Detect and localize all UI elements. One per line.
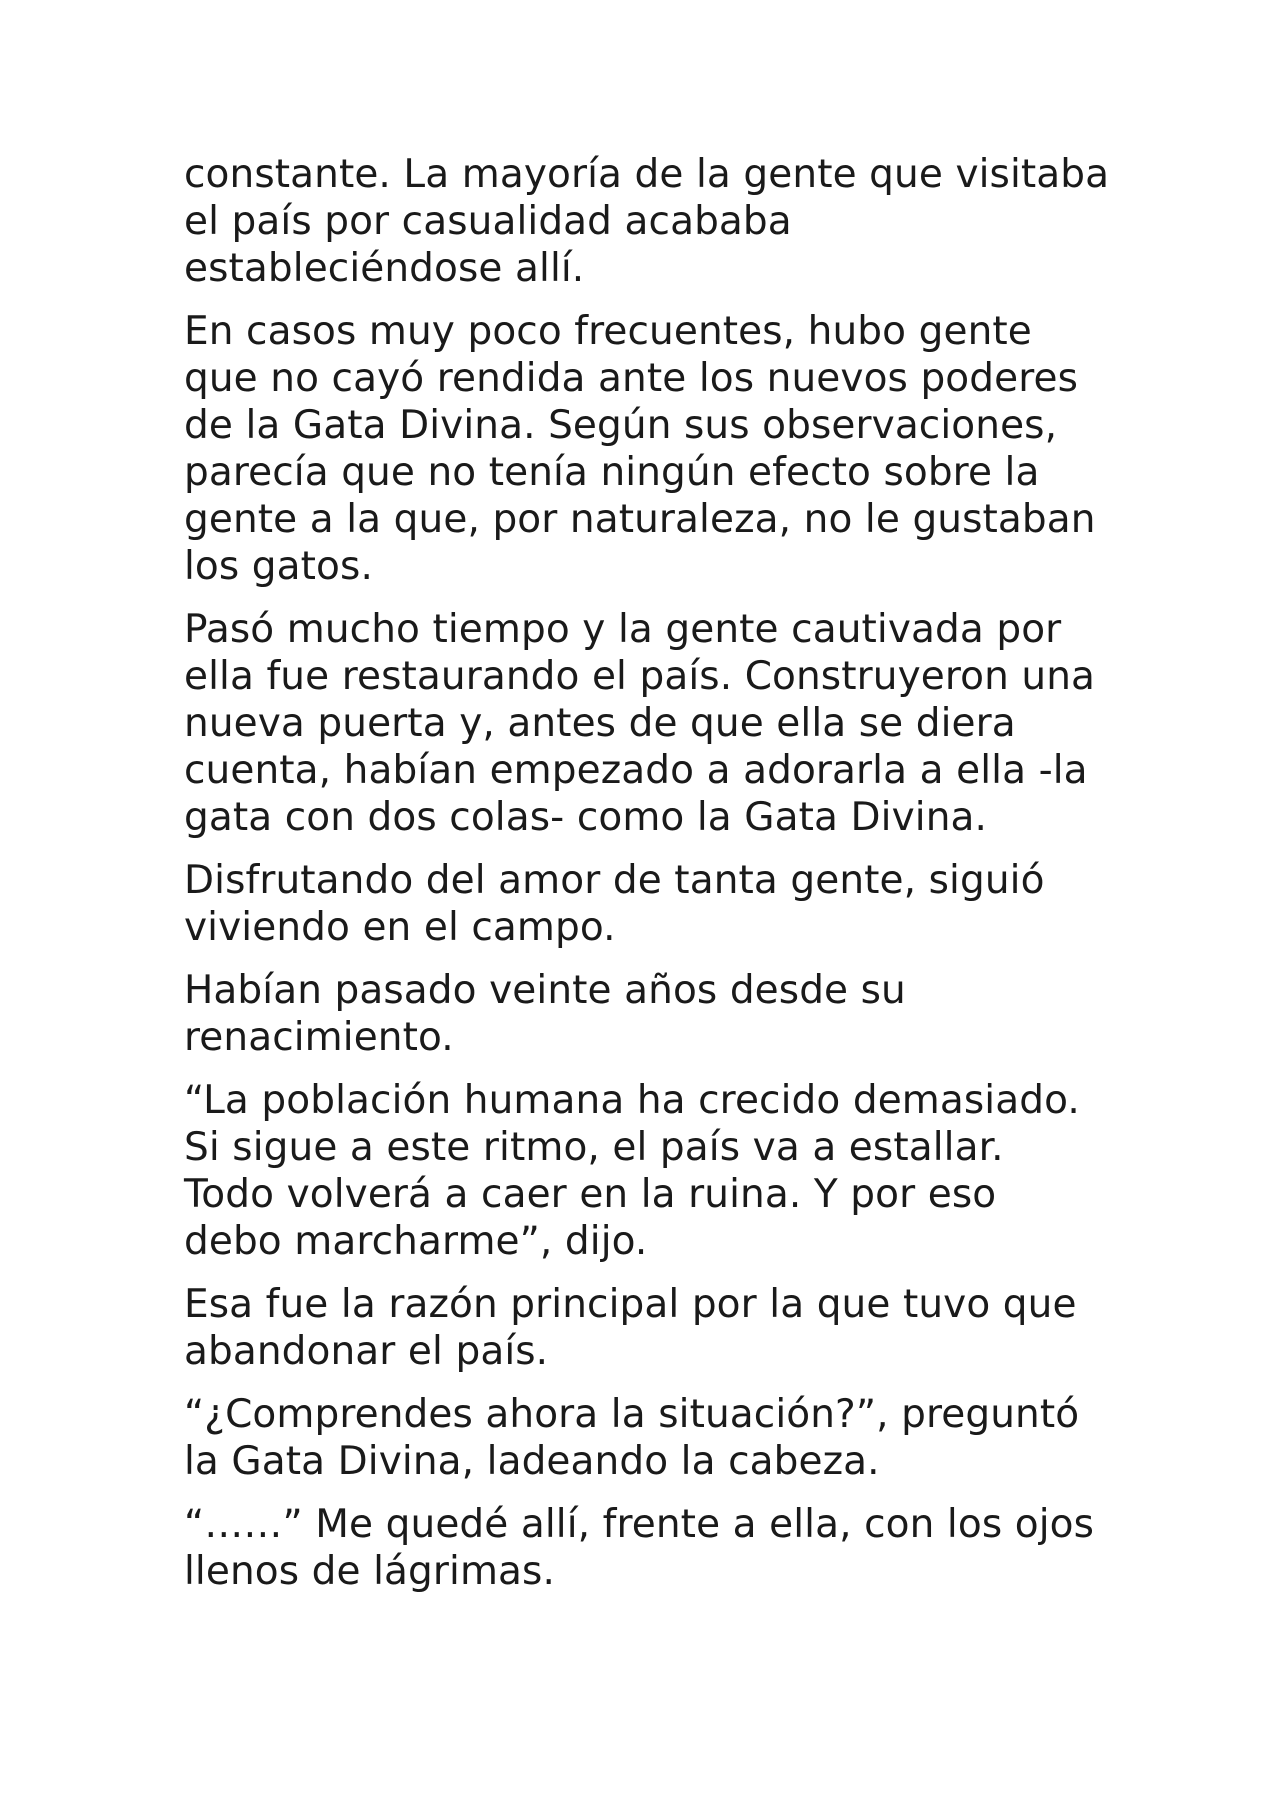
text-column [184,151,1124,1611]
paragraph: En casos muy poco frecuentes, hubo gente que no cayó rendida ante los nuevos poderes de la Gata Divina. Según sus observaciones, parecía que no tenía ningún efecto sobre la gente a la que, por naturaleza, no le gustaban los gatos. [184,309,1096,589]
paragraph: Esa fue la razón principal por la que tuvo que abandonar el país. [184,1282,1077,1374]
paragraph: Disfrutando del amor de tanta gente, siguió viviendo en el campo. [184,858,1045,950]
paragraph: Pasó mucho tiempo y la gente cautivada por ella fue restaurando el país. Construyeron una nueva puerta y, antes de que ella se diera cuenta, habían empezado a adorarla a ella -la gata con dos colas- como la Gata Divina. [184,607,1096,840]
paragraph: constante. La mayoría de la gente que visitaba el país por casualidad acababa estableciéndose allí. [184,152,1110,291]
paragraph: “……” Me quedé allí, frente a ella, con los ojos llenos de lágrimas. [184,1502,1095,1594]
paragraph: “La población humana ha crecido demasiado. Si sigue a este ritmo, el país va a estallar. Todo volverá a caer en la ruina. Y por eso debo marcharme”, dijo. [184,1078,1080,1264]
paragraph: Habían pasado veinte años desde su renacimiento. [184,968,906,1060]
paragraph: “¿Comprendes ahora la situación?”, preguntó la Gata Divina, ladeando la cabeza. [184,1392,1080,1484]
